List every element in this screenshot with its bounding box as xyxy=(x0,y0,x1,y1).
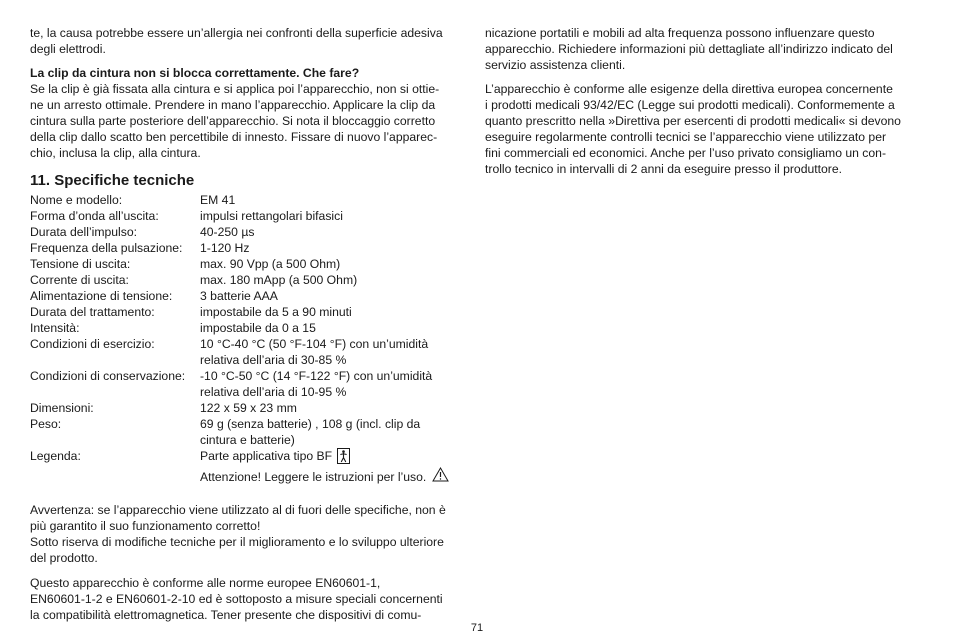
text-line: L’apparecchio è conforme alle esigenze della direttiva europea concernente xyxy=(485,82,893,96)
spec-value-line: 69 g (senza batterie) , 108 g (incl. clip da xyxy=(200,417,421,431)
spec-value xyxy=(200,224,470,240)
warning-paragraph xyxy=(30,502,470,566)
spec-value-line: 3 batterie AAA xyxy=(200,289,278,303)
section-title: 11. Specifiche tecniche xyxy=(30,172,195,189)
text-line: servizio assistenza clienti. xyxy=(485,58,626,72)
spec-label: Frequenza della pulsazione: xyxy=(30,241,183,255)
spec-label: Durata del trattamento: xyxy=(30,305,155,319)
spec-row xyxy=(30,416,470,448)
legend-label: Legenda: xyxy=(30,449,81,463)
spec-row xyxy=(30,304,470,320)
spec-value-line: 122 x 59 x 23 mm xyxy=(200,401,297,415)
text-line: quanto prescritto nella »Direttiva per esercenti di prodotti medicali« si devono xyxy=(485,114,901,128)
spec-value-line: 1-120 Hz xyxy=(200,241,250,255)
spec-value xyxy=(200,256,470,272)
spec-value xyxy=(200,208,470,224)
legend-items xyxy=(200,448,470,486)
spec-label: Condizioni di esercizio: xyxy=(30,337,155,351)
text-line: i prodotti medicali 93/42/EC (Legge sui prodotti medicali). Conformemente a xyxy=(485,98,895,112)
text-line: nicazione portatili e mobili ad alta frequenza possono influenzare questo xyxy=(485,26,875,40)
text-line: Se la clip è già fissata alla cintura e si applica poi l’apparecchio, non si ottie- xyxy=(30,82,440,96)
spec-row xyxy=(30,224,470,240)
spec-label: Dimensioni: xyxy=(30,401,94,415)
spec-label: Corrente di uscita: xyxy=(30,273,129,287)
right-column xyxy=(485,25,925,177)
text-line: cintura sulla parte posteriore dell’apparecchio. Si nota il bloccaggio corretto xyxy=(30,114,436,128)
text-line: eseguire regolarmente controlli tecnici se l’apparecchio viene utilizzato per xyxy=(485,130,887,144)
spec-value-line: relativa dell’aria di 30-85 % xyxy=(200,353,347,367)
spec-row xyxy=(30,192,470,208)
text-line: chio, inclusa la clip, alla cintura. xyxy=(30,146,201,160)
text-line: EN60601-1-2 e EN60601-2-10 ed è sottoposto a misure speciali concernenti xyxy=(30,592,443,606)
spec-row xyxy=(30,368,470,400)
emc-paragraph xyxy=(485,25,925,73)
spec-label: Condizioni di conservazione: xyxy=(30,369,186,383)
spec-value-line: impostabile da 0 a 15 xyxy=(200,321,316,335)
text-line: Avvertenza: se l’apparecchio viene utilizzato al di fuori delle specifiche, non è xyxy=(30,503,446,517)
spec-label: Forma d’onda all’uscita: xyxy=(30,209,159,223)
left-column xyxy=(30,25,470,623)
spec-value-line: max. 180 mApp (a 500 Ohm) xyxy=(200,273,358,287)
spec-value xyxy=(200,192,470,208)
spec-label: Alimentazione di tensione: xyxy=(30,289,173,303)
warning-triangle-icon xyxy=(432,467,449,486)
specs-table xyxy=(30,192,470,486)
text-line: trollo tecnico in intervalli di 2 anni da eseguire presso il produttore. xyxy=(485,162,843,176)
spec-value-line: relativa dell’aria di 10-95 % xyxy=(200,385,347,399)
spec-value-line: EM 41 xyxy=(200,193,236,207)
spec-value-line: 10 °C-40 °C (50 °F-104 °F) con un’umidità xyxy=(200,337,429,351)
spec-value xyxy=(200,368,470,400)
spec-value-line: -10 °C-50 °C (14 °F-122 °F) con un’umidità xyxy=(200,369,433,383)
legend-row xyxy=(30,448,470,486)
spec-value xyxy=(200,416,470,448)
spec-value xyxy=(200,288,470,304)
spec-row xyxy=(30,208,470,224)
intro-paragraph xyxy=(30,25,470,57)
norms-paragraph xyxy=(30,575,470,623)
faq-question: La clip da cintura non si blocca correttamente. Che fare? xyxy=(30,66,360,80)
text-line: Questo apparecchio è conforme alle norme europee EN60601-1, xyxy=(30,576,381,590)
spec-value xyxy=(200,240,470,256)
text-line: la compatibilità elettromagnetica. Tener presente che dispositivi di comu- xyxy=(30,608,422,622)
bf-applied-part-icon xyxy=(337,448,350,464)
text-line: del prodotto. xyxy=(30,551,98,565)
spec-label: Tensione di uscita: xyxy=(30,257,131,271)
spec-value-line: impulsi rettangolari bifasici xyxy=(200,209,343,223)
text-line: te, la causa potrebbe essere un’allergia nei confronti della superficie adesiva xyxy=(30,26,443,40)
spec-label: Intensità: xyxy=(30,321,80,335)
spec-row xyxy=(30,272,470,288)
spec-row xyxy=(30,256,470,272)
faq-answer xyxy=(30,81,470,161)
legend-item-text: Attenzione! Leggere le istruzioni per l’uso. xyxy=(200,469,427,484)
legend-item-bf xyxy=(200,448,470,464)
text-line: della clip dallo scatto ben percettibile di innesto. Fissare di nuovo l’apparec- xyxy=(30,130,438,144)
directive-paragraph xyxy=(485,81,925,177)
spec-value xyxy=(200,336,470,368)
legend-item-text: Parte applicativa tipo BF xyxy=(200,449,333,463)
spec-value-line: 40-250 µs xyxy=(200,225,255,239)
legend-item-warning xyxy=(200,467,470,486)
spec-row xyxy=(30,240,470,256)
spec-label: Nome e modello: xyxy=(30,193,123,207)
spec-value xyxy=(200,320,470,336)
page-number: 71 xyxy=(470,622,484,634)
spec-row xyxy=(30,320,470,336)
spec-label: Peso: xyxy=(30,417,62,431)
text-line: più garantito il suo funzionamento corretto! xyxy=(30,519,261,533)
spec-row xyxy=(30,400,470,416)
text-line: Sotto riserva di modifiche tecniche per il miglioramento e lo sviluppo ulteriore xyxy=(30,535,444,549)
spec-row xyxy=(30,336,470,368)
spec-label: Durata dell’impulso: xyxy=(30,225,138,239)
text-line: fini commerciali ed economici. Anche per l’uso privato consigliamo un con- xyxy=(485,146,887,160)
spec-value-line: impostabile da 5 a 90 minuti xyxy=(200,305,352,319)
spec-row xyxy=(30,288,470,304)
spec-value xyxy=(200,272,470,288)
spec-value xyxy=(200,304,470,320)
text-line: ne un arresto ottimale. Prendere in mano l’apparecchio. Applicare la clip da xyxy=(30,98,436,112)
text-line: apparecchio. Richiedere informazioni più dettagliate all’indirizzo indicato del xyxy=(485,42,893,56)
text-line: degli elettrodi. xyxy=(30,42,106,56)
spec-value-line: cintura e batterie) xyxy=(200,433,295,447)
spec-value xyxy=(200,400,470,416)
spec-value-line: max. 90 Vpp (a 500 Ohm) xyxy=(200,257,341,271)
